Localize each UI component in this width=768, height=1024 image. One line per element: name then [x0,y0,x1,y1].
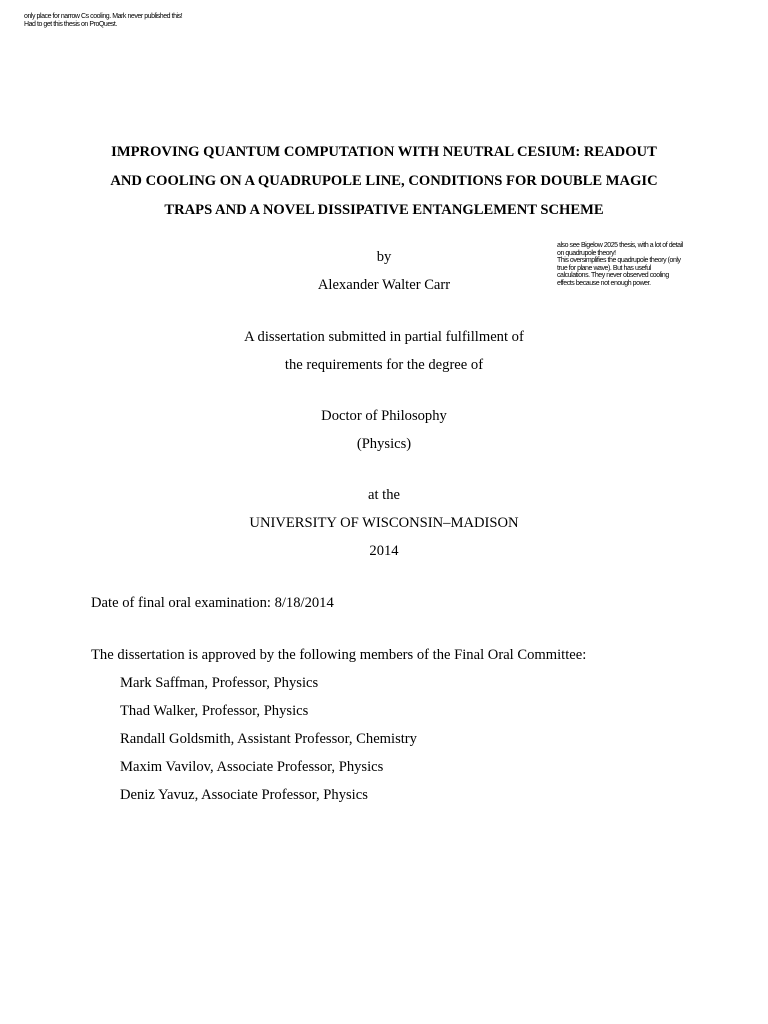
committee-member: Mark Saffman, Professor, Physics [120,675,319,691]
university: UNIVERSITY OF WISCONSIN–MADISON [249,515,519,531]
committee-member: Maxim Vavilov, Associate Professor, Physics [120,759,384,775]
committee-intro: The dissertation is approved by the following members of the Final Oral Committee: [91,647,587,663]
title-line: TRAPS AND A NOVEL DISSIPATIVE ENTANGLEMENT SCHEME [164,202,604,218]
side-annotation-line: calculations. They never observed cooling [557,272,669,279]
side-annotation-line: effects because not enough power. [557,279,651,287]
degree: Doctor of Philosophy [321,408,447,424]
top-annotation [24,13,264,28]
side-annotation-line: This oversimplifies the quadrupole theory (only [557,257,681,264]
year: 2014 [369,543,399,559]
title-line: IMPROVING QUANTUM COMPUTATION WITH NEUTRAL CESIUM: READOUT [111,144,657,160]
committee-member: Thad Walker, Professor, Physics [120,703,309,719]
degree-field: (Physics) [356,436,412,452]
thesis-title [60,138,708,225]
by-label: by [376,249,392,265]
committee-member: Randall Goldsmith, Assistant Professor, Chemistry [120,731,417,747]
committee-member: Deniz Yavuz, Associate Professor, Physics [120,787,368,803]
at-label: at the [367,487,400,503]
top-annotation-line: only place for narrow Cs cooling. Mark never published this! [24,13,183,20]
title-line: AND COOLING ON A QUADRUPOLE LINE, CONDITIONS FOR DOUBLE MAGIC [110,173,658,189]
exam-date: Date of final oral examination: 8/18/2014 [91,595,334,611]
submission-line: A dissertation submitted in partial fulfillment of [244,329,524,345]
side-annotation-line: also see Bigelow 2025 thesis, with a lot of detail [557,242,683,249]
submission-line: the requirements for the degree of [284,357,484,373]
top-annotation-line: Had to get this thesis on ProQuest. [24,20,117,28]
author-name: Alexander Walter Carr [317,277,451,293]
side-annotation-line: true for plane wave). But has useful [557,264,651,272]
side-annotation-line: on quadrupole theory! [557,249,616,257]
